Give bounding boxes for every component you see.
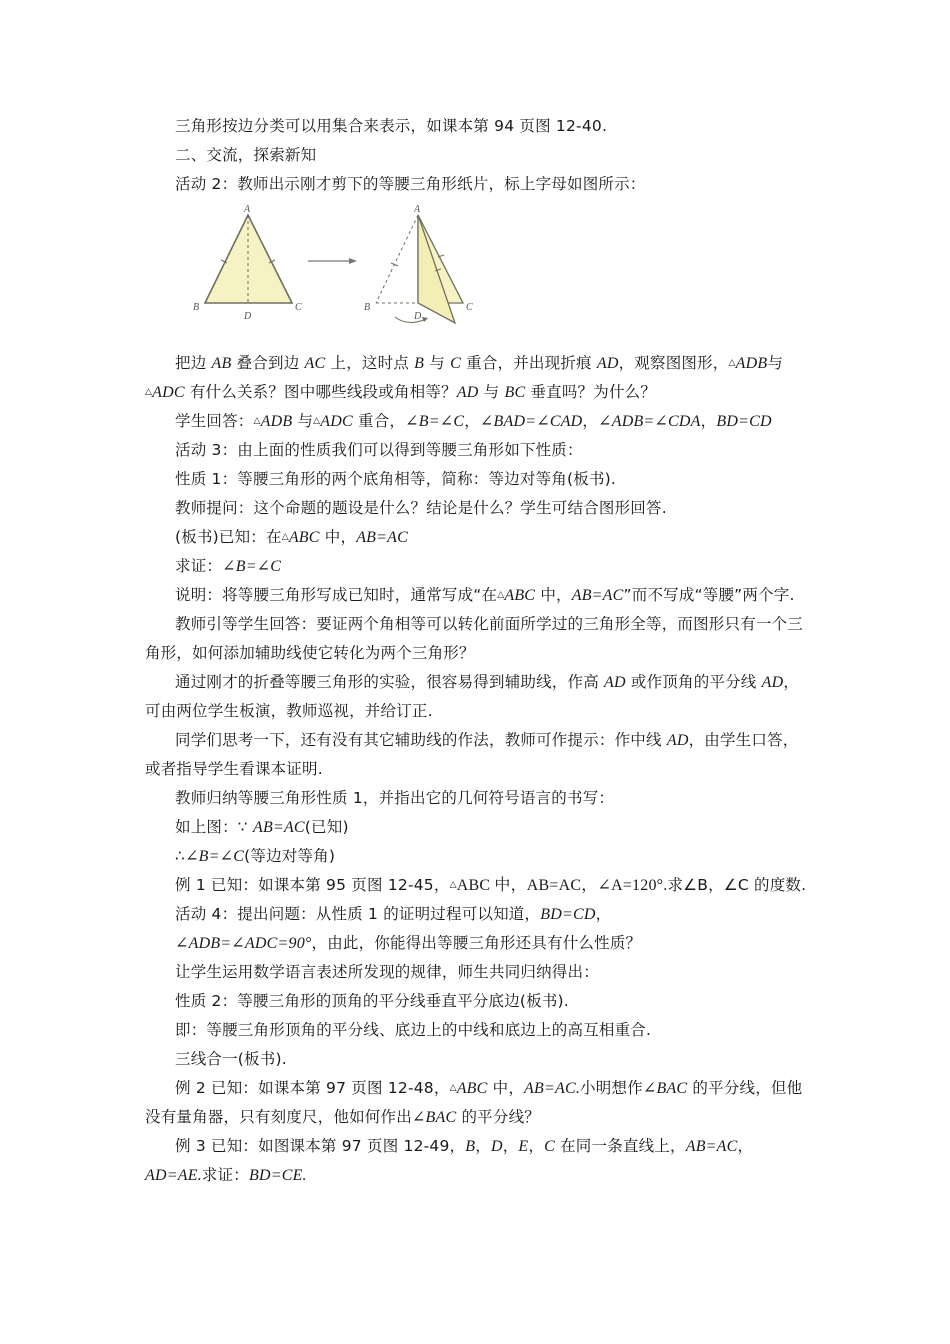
original-edge-ab: [376, 215, 418, 303]
paragraph: [145, 494, 810, 523]
triangle-symbol: △: [728, 358, 736, 368]
math-expression: AB=AC.: [524, 1080, 581, 1097]
text: 即：等腰三角形顶角的平分线、底边上的中线和底边上的高互相重合.: [175, 1021, 652, 1039]
math-expression: ABC: [504, 587, 536, 604]
paragraph: [145, 900, 810, 929]
text: 在同一条直线上，: [554, 1137, 686, 1155]
math-expression: ∠ADB=∠ADC=90°: [175, 935, 312, 952]
math-expression: ABC: [288, 529, 320, 546]
example-1: [145, 871, 810, 900]
svg-text:D: D: [414, 311, 422, 322]
text: ，: [464, 412, 480, 430]
triangle-symbol: △: [281, 532, 289, 542]
given-statement: [145, 523, 810, 552]
example-3: [145, 1132, 810, 1190]
paragraph: [145, 668, 810, 726]
text: 垂直吗？为什么？: [525, 383, 657, 401]
math-expression: ∠BAD=∠CAD: [479, 413, 583, 430]
paragraph: [145, 1045, 810, 1074]
rotation-arrow-head-icon: [422, 317, 428, 322]
math-expression: ABC: [456, 1080, 488, 1097]
text: 如上图：∵: [175, 818, 253, 836]
svg-text:B: B: [193, 302, 200, 313]
math-expression: D: [490, 1138, 503, 1155]
text: ，可由两位学生板演，教师巡视，并给订正.: [145, 673, 800, 720]
isosceles-fold-figure: [145, 201, 810, 349]
math-expression: AB: [211, 355, 232, 372]
text: ，: [582, 412, 599, 430]
math-expression: C: [450, 355, 461, 372]
math-expression: BD=CD: [540, 906, 596, 923]
paragraph: [145, 581, 810, 610]
text: 例 2 已知：如课本第 97 页图 12-48，: [175, 1079, 450, 1097]
text: 让学生运用数学语言表述所发现的规律，师生共同归纳得出：: [175, 963, 599, 981]
paragraph: [145, 1016, 810, 1045]
text: 小明想作: [580, 1079, 643, 1097]
text: 求∠B，∠C 的度数.: [667, 876, 807, 894]
math-expression: AD: [666, 732, 689, 749]
svg-text:C: C: [466, 302, 473, 313]
text: 与: [424, 354, 451, 372]
text: 说明：将等腰三角形写成已知时，通常写成“在: [175, 586, 498, 604]
text: 上，这时点: [325, 354, 415, 372]
svg-text:C: C: [295, 302, 302, 313]
math-expression: ADC: [152, 384, 185, 401]
example-2: [145, 1074, 810, 1132]
math-expression: AC: [304, 355, 326, 372]
paragraph: [145, 170, 810, 199]
text: 性质 1：等腰三角形的两个底角相等，简称：等边对等角(板书).: [175, 470, 617, 488]
text: 性质 2：等腰三角形的顶角的平分线垂直平分底边(板书).: [175, 992, 569, 1010]
triangle-symbol: △: [253, 416, 261, 426]
math-expression: ∠ADB=∠CDA: [598, 413, 701, 430]
paragraph: [145, 610, 810, 668]
text: 通过刚才的折叠等腰三角形的实验，很容易得到辅助线，作高: [175, 673, 605, 691]
text: ，: [475, 1137, 491, 1155]
text: ”而不写成“等腰”两个字.: [623, 586, 795, 604]
text: 教师引等学生回答：要证两个角相等可以转化前面所学过的三角形全等，而图形只有一个三角形，如何添加辅助线使它转化为两个三角形？: [145, 615, 804, 662]
text: (等边对等角): [244, 847, 336, 865]
math-expression: ADB: [260, 413, 293, 430]
text: 或作顶角的平分线: [625, 673, 762, 691]
math-expression: AD: [761, 674, 784, 691]
math-expression: AD: [456, 384, 479, 401]
document-page: [145, 112, 810, 1190]
text: 例 1 已知：如课本第 95 页图 12-45，: [175, 876, 450, 894]
math-expression: AD: [596, 355, 619, 372]
math-expression: BD=CE.: [248, 1167, 307, 1184]
math-expression: B: [414, 355, 425, 372]
text: (已知): [304, 818, 349, 836]
math-expression: E: [518, 1138, 529, 1155]
text: ，: [502, 1137, 519, 1155]
text: 重合，并出现折痕: [461, 354, 597, 372]
text: 中，: [487, 1079, 525, 1097]
text: 学生回答：: [175, 412, 254, 430]
svg-text:A: A: [414, 204, 421, 215]
triangle-symbol: △: [497, 590, 505, 600]
text: 三线合一(板书).: [175, 1050, 287, 1068]
text: ABC 中，AB=AC，∠A=120°.: [456, 877, 668, 894]
section-heading: [145, 141, 810, 170]
triangle-diagram: [180, 201, 480, 341]
math-expression: AB=AC: [571, 587, 624, 604]
text: 与: [478, 383, 505, 401]
paragraph: [145, 436, 810, 465]
math-expression: ADB: [735, 355, 768, 372]
text: 例 3 已知：如图课本第 97 页图 12-49，: [175, 1137, 466, 1155]
text: ，: [595, 905, 612, 923]
triangle-symbol: △: [449, 880, 457, 890]
text: 有什么关系？图中哪些线段或角相等？: [184, 383, 457, 401]
text: 活动 4：提出问题：从性质 1 的证明过程可以知道，: [175, 905, 541, 923]
text: 的平分线，但他没有量角器，只有刻度尺，他如何作出: [145, 1079, 803, 1126]
math-expression: ∠BAC: [411, 1109, 457, 1126]
text: 同学们思考一下，还有没有其它辅助线的作法，教师可作提示：作中线: [175, 731, 667, 749]
text: 教师归纳等腰三角形性质 1，并指出它的几何符号语言的书写：: [175, 789, 615, 807]
text: 二、交流，探索新知: [175, 146, 317, 164]
math-expression: AB=AC: [685, 1138, 738, 1155]
proof-line: [145, 813, 810, 842]
text: ，: [528, 1137, 545, 1155]
svg-text:B: B: [364, 302, 371, 313]
math-expression: ADC: [320, 413, 353, 430]
text: ，由学生口答，或者指导学生看课本证明.: [145, 731, 799, 778]
paragraph: [145, 112, 810, 141]
math-expression: AD: [604, 674, 626, 691]
property-1: [145, 465, 810, 494]
text: 叠合到边: [231, 354, 305, 372]
text: ，: [700, 412, 717, 430]
text: ，: [737, 1137, 754, 1155]
svg-text:A: A: [244, 204, 251, 215]
rotation-arrow-icon: [395, 317, 426, 323]
math-expression: ∠B=∠C: [405, 413, 465, 430]
text: 与: [292, 412, 314, 430]
proof-line: [145, 842, 810, 871]
math-expression: C: [544, 1138, 555, 1155]
text: 求证：: [201, 1166, 249, 1184]
text: ，观察图图形，: [618, 354, 729, 372]
text: (板书)已知：在: [175, 528, 282, 546]
math-expression: AD=AE.: [145, 1167, 202, 1184]
tick-mark: [391, 263, 398, 266]
paragraph: [145, 929, 810, 958]
paragraph: [145, 407, 810, 436]
arrow-head-icon: [349, 258, 357, 264]
prove-statement: [145, 552, 810, 581]
triangle-symbol: △: [145, 387, 153, 397]
text: 把边: [175, 354, 212, 372]
text: 中，: [319, 528, 357, 546]
math-expression: BD=CD: [716, 413, 772, 430]
text: 中，: [535, 586, 572, 604]
math-expression: BC: [504, 384, 526, 401]
math-expression: ∠B=∠C: [222, 558, 282, 575]
text: 教师提问：这个命题的题设是什么？结论是什么？学生可结合图形回答.: [175, 499, 667, 517]
triangle-symbol: △: [313, 416, 321, 426]
text: 活动 2：教师出示刚才剪下的等腰三角形纸片，标上字母如图所示：: [175, 175, 646, 193]
svg-text:D: D: [244, 311, 252, 322]
text: 活动 3：由上面的性质我们可以得到等腰三角形如下性质：: [175, 441, 583, 459]
triangle-symbol: △: [449, 1083, 457, 1093]
property-2: [145, 987, 810, 1016]
math-expression: B: [465, 1138, 476, 1155]
folded-triangle-adb: [418, 215, 455, 323]
text: ∴: [175, 847, 186, 865]
paragraph: [145, 349, 810, 407]
text: 的平分线？: [456, 1108, 540, 1126]
math-expression: AB=AC: [356, 529, 408, 546]
text: 重合，: [352, 412, 406, 430]
text: 求证：: [175, 557, 223, 575]
text: 与: [767, 354, 784, 372]
text: 三角形按边分类可以用集合来表示，如课本第 94 页图 12-40.: [175, 117, 608, 135]
paragraph: [145, 784, 810, 813]
math-expression: AB=AC: [253, 819, 305, 836]
math-expression: ∠B=∠C: [185, 848, 245, 865]
text: ，由此，你能得出等腰三角形还具有什么性质？: [311, 934, 642, 952]
math-expression: ∠BAC: [642, 1080, 688, 1097]
paragraph: [145, 726, 810, 784]
paragraph: [145, 958, 810, 987]
